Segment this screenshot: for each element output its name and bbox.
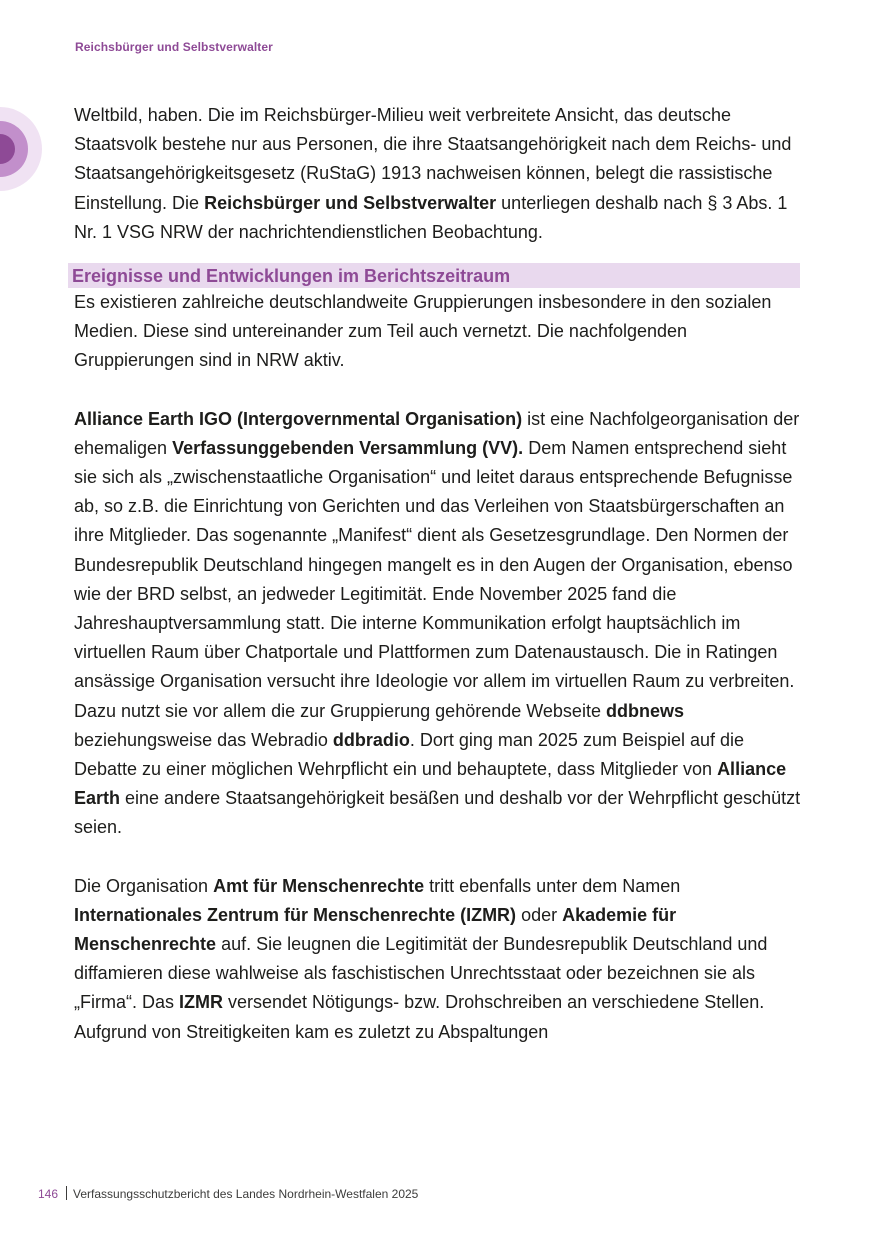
running-header: Reichsbürger und Selbstverwalter — [75, 40, 273, 54]
publication-title: Verfassungsschutzbericht des Landes Nordrhein-Westfalen 2025 — [73, 1187, 419, 1201]
footer-divider — [66, 1186, 67, 1200]
intro-paragraph: Weltbild, haben. Die im Reichsbürger-Milieu weit verbreitete Ansicht, das deutsche Staatsvolk bestehe nur aus Personen, die ihre Staatsangehörigkeit nach dem Reichs- und Staatsangehörigkeitsgesetz (RuStaG) 1913 nachweisen können, belegt die rassistische Einstellung. Die Reichsbürger und Selbstverwalter unterliegen deshalb nach § 3 Abs. 1 Nr. 1 VSG NRW der nachrichtendienstlichen Beobachtung. — [74, 105, 792, 242]
body-paragraph-groups: Es existieren zahlreiche deutschlandweite Gruppierungen insbesondere in den sozialen Medien. Diese sind untereinander zum Teil auch vernetzt. Die nachfolgenden Gruppierungen sind in NRW aktiv. — [74, 292, 772, 371]
page-number: 146 — [38, 1187, 59, 1201]
decorative-circles-icon — [0, 107, 42, 191]
page-footer — [38, 1186, 418, 1201]
body-paragraph-alliance-earth: Alliance Earth IGO (Intergovernmental Organisation) ist eine Nachfolgeorganisation der ehemaligen Verfassunggebenden Versammlung (VV). Dem Namen entsprechend sieht sie sich als „zwischenstaatliche Organisation“ und leitet daraus entsprechende Befugnisse ab, so z.B. die Einrichtung von Gerichten und das Verleihen von Staatsbürgerschaften an ihre Mitglieder. Das sogenannte „Manifest“ dient als Gesetzesgrundlage. Den Normen der Bundesrepublik Deutschland hingegen mangelt es in den Augen der Organisation, ebenso wie der BRD selbst, an jedweder Legitimität. Ende November 2025 fand die Jahreshauptversammlung statt. Die interne Kommunikation erfolgt hauptsächlich im virtuellen Raum über Chatportale und Plattformen zum Datenaustausch. Die in Ratingen ansässige Organisation versucht ihre Ideologie vor allem im virtuellen Raum zu verbreiten. Dazu nutzt sie vor allem die zur Gruppierung gehörende Webseite ddbnews beziehungsweise das Webradio ddbradio. Dort ging man 2025 zum Beispiel auf die Debatte zu einer möglichen Wehrpflicht ein und behauptete, dass Mitglieder von Alliance Earth eine andere Staatsangehörigkeit besäßen und deshalb vor der Wehrpflicht geschützt seien. — [74, 408, 801, 838]
body-paragraph-amt-fuer-menschenrechte: Die Organisation Amt für Menschenrechte tritt ebenfalls unter dem Namen Internationales Zentrum für Menschenrechte (IZMR) oder Akademie für Menschenrechte auf. Sie leugnen die Legitimität der Bundesrepublik Deutschland und diffamieren diese wahlweise als faschistischen Unrechtsstaat oder bezeichnen sie als „Firma“. Das IZMR versendet Nötigungs- bzw. Drohschreiben an verschiedene Stellen. Aufgrund von Streitigkeiten kam es zuletzt zu Abspaltungen — [74, 875, 768, 1042]
section-heading: Ereignisse und Entwicklungen im Berichtszeitraum — [68, 263, 800, 288]
page-content — [74, 101, 802, 1047]
